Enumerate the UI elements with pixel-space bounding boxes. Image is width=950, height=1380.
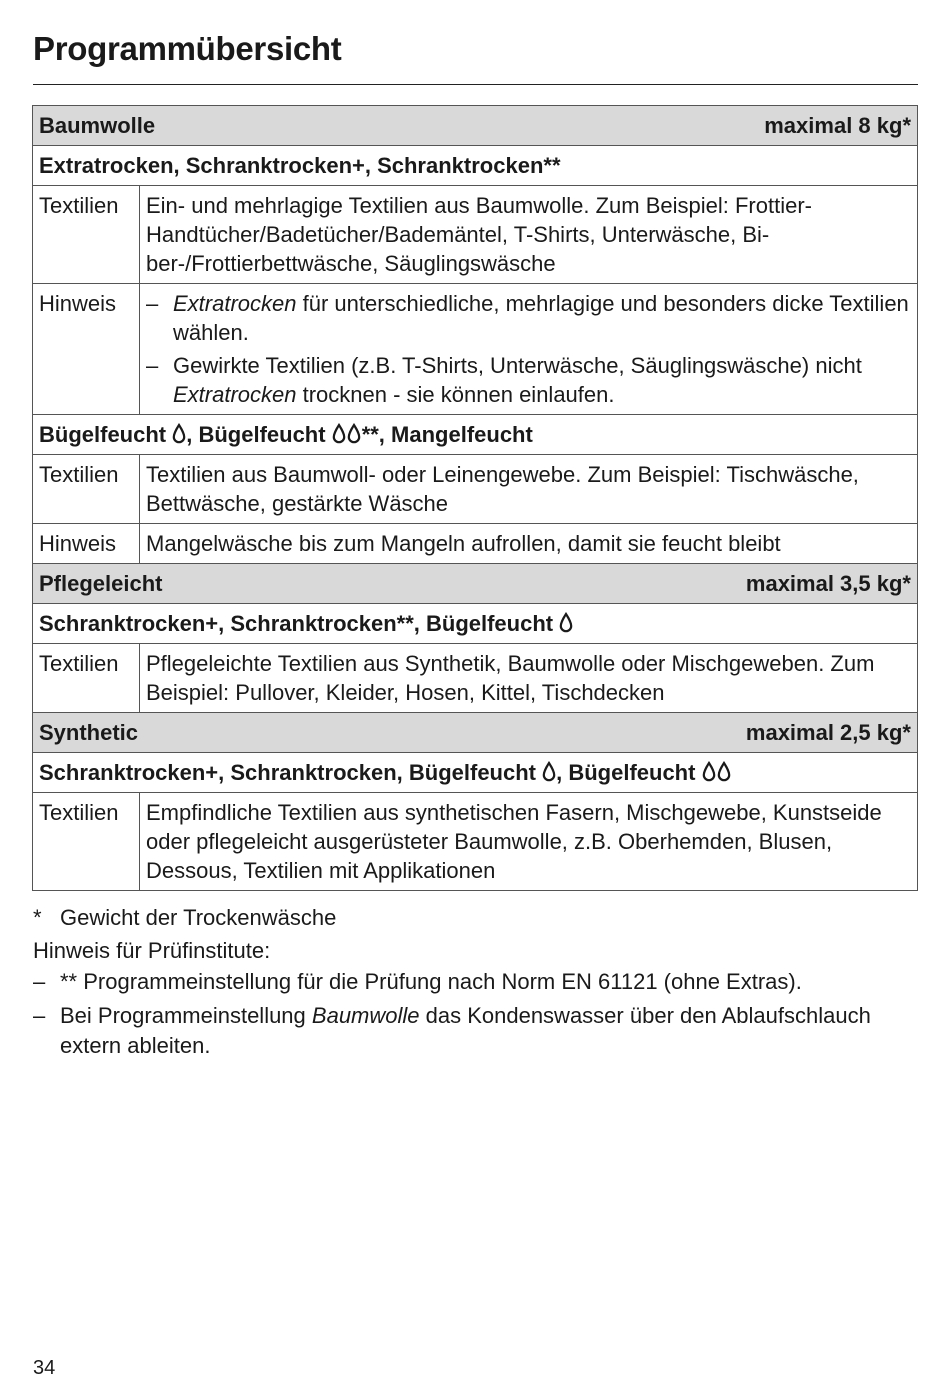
table-row (33, 186, 918, 284)
page-number: 34 (33, 1357, 56, 1379)
program-options: Extratrocken, Schranktrocken+, Schranktrocken** (33, 146, 918, 186)
program-options: Schranktrocken+, Schranktrocken**, Bügelfeucht (33, 604, 918, 644)
program-options-row (33, 146, 918, 186)
row-text: Ein- und mehrlagige Textilien aus Baumwolle. Zum Beispiel: Frottier-Handtücher/Badetücher/Bademäntel, T-Shirts, Unterwäsche, Biber-/Frottierbettwäsche, Säuglingswäsche (140, 186, 918, 284)
row-text: Mangelwäsche bis zum Mangeln aufrollen, damit sie feucht bleibt (140, 524, 918, 564)
row-label: Textilien (33, 793, 140, 891)
program-options: Schranktrocken+, Schranktrocken, Bügelfeucht , Bügelfeucht (33, 753, 918, 793)
list-item: – ** Programmeinstellung für die Prüfung nach Norm EN 61121 (ohne Extras). (33, 967, 913, 997)
row-text: Textilien aus Baumwoll- oder Leinengewebe. Zum Beispiel: Tischwäsche, Bettwäsche, gestärkte Wäsche (140, 455, 918, 524)
list-item: – Gewirkte Textilien (z.B. T-Shirts, Unterwäsche, Säuglingswäsche) nicht Extratrocken trocknen - sie können einlaufen. (146, 351, 911, 409)
drop-icon (542, 761, 556, 783)
table-row (33, 644, 918, 713)
program-capacity: maximal 2,5 kg* (745, 720, 911, 745)
table-row (33, 455, 918, 524)
page-title: Programmübersicht (33, 30, 342, 67)
row-text: Empfindliche Textilien aus synthetischen Fasern, Mischgewebe, Kunstseide oder pflegeleicht ausgerüsteter Baumwolle, z.B. Oberhemden, Blusen, Dessous, Textilien mit Applikationen (140, 793, 918, 891)
program-options: Bügelfeucht , Bügelfeucht **, Mangelfeucht (33, 415, 918, 455)
double-drop-icon (332, 423, 362, 445)
program-overview-table (32, 105, 918, 891)
note-title: Hinweis für Prüfinstitute: (33, 938, 271, 963)
drop-icon (559, 612, 573, 634)
double-drop-icon (702, 761, 732, 783)
program-name: Synthetic (39, 720, 139, 745)
program-header-pflegeleicht (33, 564, 918, 604)
table-row (33, 284, 918, 415)
row-label: Textilien (33, 644, 140, 713)
program-options-row (33, 604, 918, 644)
table-row (33, 793, 918, 891)
program-name: Pflegeleicht (39, 571, 163, 596)
program-options-row (33, 415, 918, 455)
program-name: Baumwolle (39, 113, 156, 138)
program-capacity: maximal 8 kg* (764, 113, 911, 138)
hinweis-list (146, 289, 911, 409)
program-options-row (33, 753, 918, 793)
row-text: Pflegeleichte Textilien aus Synthetik, Baumwolle oder Mischgeweben. Zum Beispiel: Pullover, Kleider, Hosen, Kittel, Tischdecken (140, 644, 918, 713)
table-row (33, 524, 918, 564)
row-label: Textilien (33, 455, 140, 524)
drop-icon (172, 423, 186, 445)
list-item: – Bei Programmeinstellung Baumwolle das Kondenswasser über den Ablaufschlauch extern ableiten. (33, 1001, 913, 1061)
footnotes (33, 901, 913, 1065)
footnote-weight: * Gewicht der Trockenwäsche (33, 905, 337, 930)
title-divider (33, 84, 918, 85)
program-header-synthetic (33, 713, 918, 753)
row-label: Hinweis (33, 284, 140, 415)
hinweis-list-cell (140, 284, 918, 415)
row-label: Textilien (33, 186, 140, 284)
note-list (33, 967, 913, 1061)
list-item: – Extratrocken für unterschiedliche, mehrlagige und besonders dicke Textilien wählen. (146, 289, 911, 347)
program-capacity: maximal 3,5 kg* (745, 571, 911, 596)
row-label: Hinweis (33, 524, 140, 564)
program-header-baumwolle (33, 106, 918, 146)
